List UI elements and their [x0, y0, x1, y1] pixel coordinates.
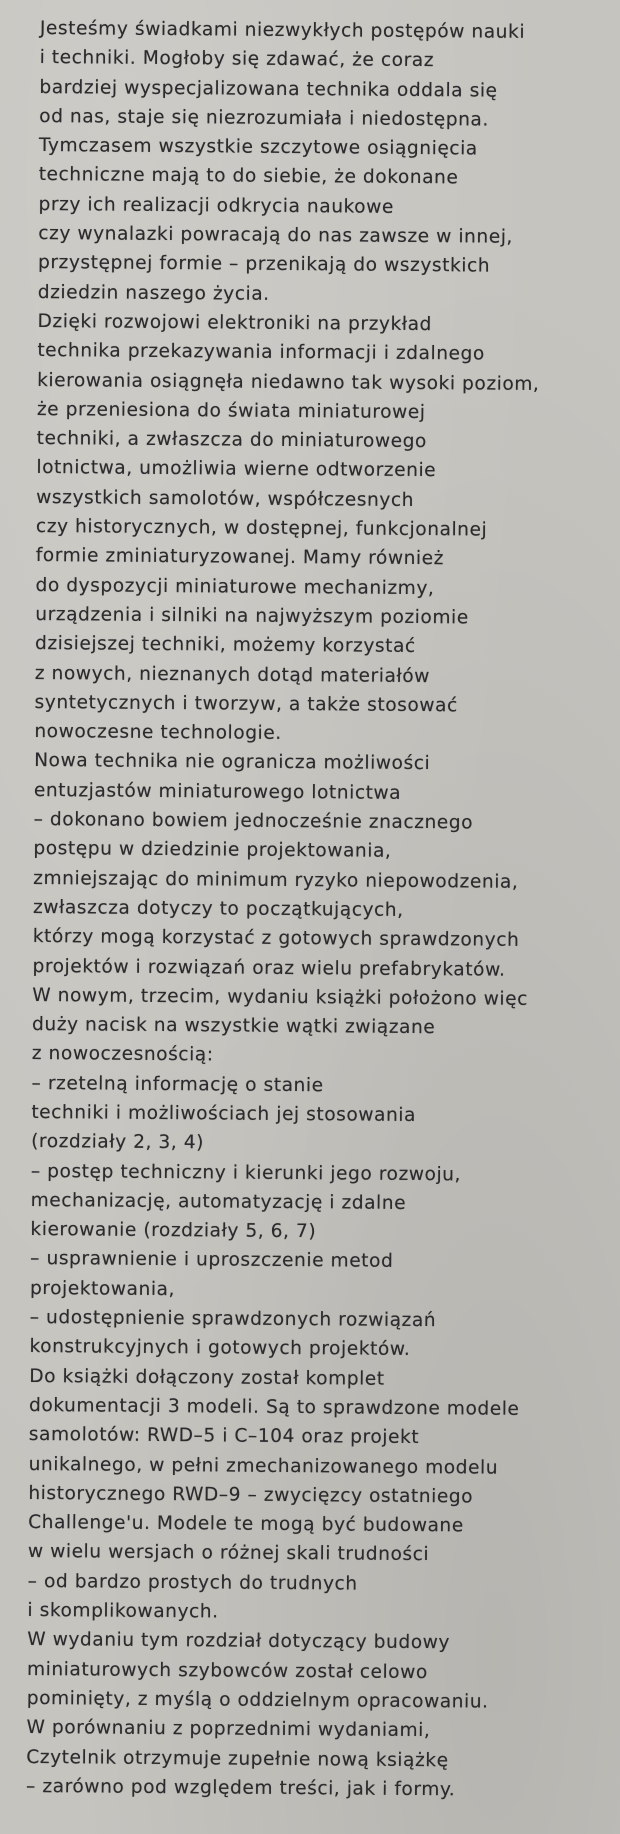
text-line: urządzenia i silniki na najwyższym poziomie	[35, 603, 469, 629]
text-line: projektowania,	[29, 1277, 176, 1300]
text-line: w wielu wersjach o różnej skali trudności	[27, 1541, 430, 1566]
text-line: mechanizację, automatyzację i zdalne	[30, 1189, 407, 1214]
text-line: przystępnej formie – przenikają do wszystkich	[37, 252, 491, 277]
cover-text	[26, 14, 605, 1805]
text-line: Dzięki rozwojowi elektroniki na przykład	[37, 310, 433, 336]
text-line: dziedzin naszego życia.	[37, 281, 270, 305]
text-line: Challenge'u. Modele te mogą być budowane	[28, 1512, 464, 1537]
text-line: (rozdziały 2, 3, 4)	[31, 1131, 205, 1154]
text-line: samolotów: RWD–5 i C–104 oraz projekt	[28, 1424, 420, 1449]
text-line: – usprawnienie i uproszczenie metod	[30, 1248, 394, 1273]
text-line: Tymczasem wszystkie szczytowe osiągnięcia	[38, 135, 478, 160]
text-line: i skomplikowanych.	[27, 1599, 219, 1623]
text-line: przy ich realizacji odkrycia naukowe	[38, 193, 394, 218]
text-line: – zarówno pod względem treści, jak i formy.	[25, 1775, 456, 1801]
text-line: Nowa technika nie ogranicza możliwości	[34, 750, 431, 775]
text-line: – rzetelną informację o stanie	[31, 1072, 324, 1096]
text-line: i techniki. Mogłoby się zdawać, że coraz	[39, 47, 435, 72]
text-line: duży nacisk na wszystkie wątki związane	[31, 1014, 436, 1039]
text-line: – udostępnienie sprawdzonych rozwiązań	[29, 1307, 437, 1332]
text-line: formie zminiaturyzowanej. Mamy również	[35, 545, 445, 570]
text-line: zwłaszcza dotyczy to początkujących,	[32, 896, 404, 921]
text-line: do dyspozycji miniaturowe mechanizmy,	[35, 574, 435, 599]
text-line: Do książki dołączony został komplet	[29, 1365, 385, 1390]
text-line: wszystkich samolotów, współczesnych	[36, 486, 415, 511]
text-line: Czytelnik otrzymuje zupełnie nową książkę	[26, 1746, 449, 1771]
text-line: dzisiejszej techniki, możemy korzystać	[34, 633, 416, 658]
text-line: unikalnego, w pełni zmechanizowanego modelu	[28, 1453, 499, 1479]
text-line: techniczne mają to do siebie, że dokonane	[38, 164, 459, 189]
text-line: zmniejszając do minimum ryzyko niepowodzenia,	[33, 867, 519, 893]
text-line: – postęp techniczny i kierunki jego rozwoju,	[30, 1160, 462, 1185]
text-line: technika przekazywania informacji i zdalnego	[37, 340, 485, 365]
text-line: czy wynalazki powracają do nas zawsze w innej,	[38, 223, 513, 248]
text-line: pominięty, z myślą o oddzielnym opracowaniu.	[26, 1687, 489, 1713]
text-line: – od bardzo prostych do trudnych	[27, 1570, 358, 1595]
text-line: lotnictwa, umożliwia wierne odtworzenie	[36, 457, 437, 482]
text-line: historycznego RWD–9 – zwycięzcy ostatniego	[28, 1482, 474, 1508]
text-line: nowoczesne technologie.	[34, 721, 282, 745]
text-line: kierowanie (rozdziały 5, 6, 7)	[30, 1219, 317, 1243]
text-line: – dokonano bowiem jednocześnie znacznego	[33, 808, 474, 834]
text-line: z nowych, nieznanych dotąd materiałów	[34, 662, 431, 687]
text-line: konstrukcyjnych i gotowych projektów.	[29, 1336, 411, 1361]
text-line: W porównaniu z poprzednimi wydaniami,	[26, 1717, 431, 1742]
text-line: kierowania osiągnęła niedawno tak wysoki poziom,	[37, 369, 540, 395]
text-line: czy historycznych, w dostępnej, funkcjonalnej	[35, 516, 488, 541]
text-line: syntetycznych i tworzyw, a także stosować	[34, 691, 458, 717]
text-line: którzy mogą korzystać z gotowych sprawdzonych	[32, 926, 520, 951]
text-line: techniki, a zwłaszcza do miniaturowego	[36, 428, 428, 453]
text-line: techniki i możliwościach jej stosowania	[31, 1101, 417, 1126]
text-line: postępu w dziedzinie projektowania,	[33, 838, 392, 863]
text-line: projektów i rozwiązań oraz wielu prefabrykatów.	[32, 955, 506, 981]
text-line: dokumentacji 3 modeli. Są to sprawdzone modele	[28, 1394, 520, 1420]
text-line: Jesteśmy świadkami niezwykłych postępów nauki	[39, 17, 526, 43]
text-line: miniaturowych szybowców został celowo	[26, 1658, 428, 1683]
text-line: W nowym, trzecim, wydaniu książki położono więc	[32, 984, 529, 1010]
text-line: entuzjastów miniaturowego lotnictwa	[33, 779, 402, 804]
text-line: z nowoczesnością:	[31, 1043, 214, 1066]
text-line: od nas, staje się niezrozumiała i niedostępna.	[39, 105, 489, 131]
text-line: bardziej wyspecjalizowana technika oddala się	[39, 76, 498, 102]
text-line: W wydaniu tym rozdział dotyczący budowy	[27, 1629, 451, 1654]
text-line: że przeniesiona do świata miniaturowej	[36, 398, 426, 423]
